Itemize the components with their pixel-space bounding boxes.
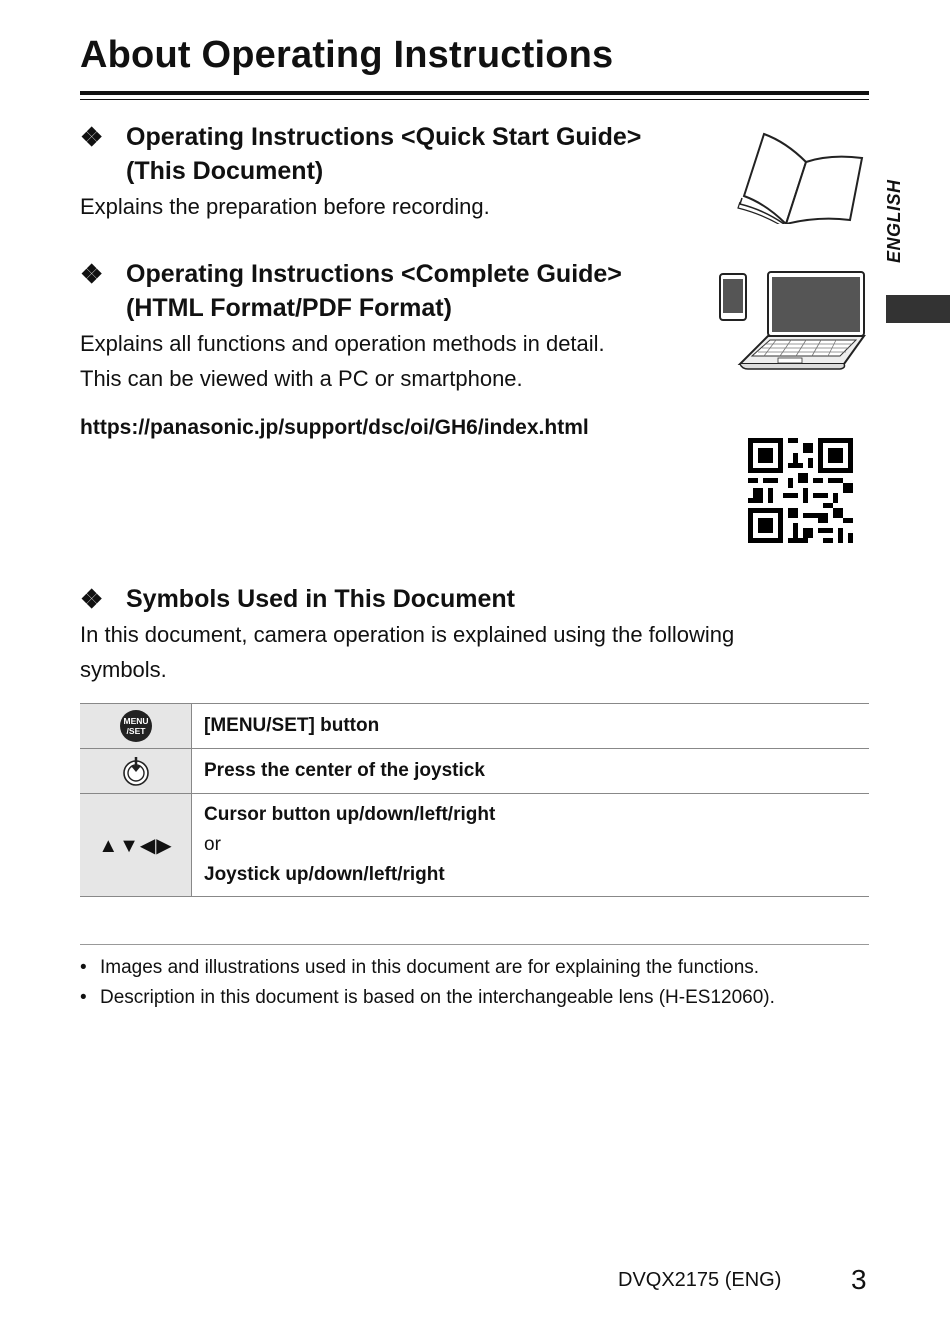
symbols-table (80, 703, 869, 897)
section-symbols-heading: ❖ Symbols Used in This Document (80, 584, 515, 614)
note-item: • Images and illustrations used in this document are for explaining the functions. (80, 957, 760, 978)
table-row (80, 749, 869, 794)
section-bullet-icon: ❖ (80, 259, 104, 289)
qr-code[interactable] (748, 438, 853, 543)
section-quick-start-body: Explains the preparation before recording. (80, 194, 490, 219)
section-complete-guide-body-2: This can be viewed with a PC or smartphone. (80, 366, 523, 391)
section-complete-guide-body-1: Explains all functions and operation methods in detail. (80, 331, 605, 356)
section-symbols-body-2: symbols. (80, 657, 167, 682)
smartphone-laptop-icon (716, 268, 868, 370)
symbol-cell (80, 704, 192, 749)
symbol-description: [MENU/SET] button (192, 704, 870, 749)
page-title: About Operating Instructions (80, 34, 614, 76)
menu-label: MENU (122, 716, 149, 726)
language-tab-label: ENGLISH (884, 179, 904, 263)
section-complete-guide-heading: ❖ Operating Instructions <Complete Guide> (HTML Format/PDF Format) (80, 259, 622, 322)
joystick-press-icon (120, 755, 152, 787)
title-rule-thin (80, 99, 869, 100)
symbol-description: Press the center of the joystick (192, 749, 870, 794)
section-symbols-body-1: In this document, camera operation is explained using the following (80, 622, 735, 647)
note-item: • Description in this document is based on the interchangeable lens (H-ES12060). (80, 987, 775, 1008)
section-bullet-icon: ❖ (80, 584, 104, 614)
document-code: DVQX2175 (ENG) (618, 1269, 782, 1291)
symbol-cell (80, 749, 192, 794)
cursor-arrows-icon: ▲▼◀▶ (80, 794, 192, 897)
menu-set-button-icon (119, 709, 153, 743)
bullet-dot-icon: • (80, 957, 87, 978)
symbol-description: Cursor button up/down/left/right or Joystick up/down/left/right (192, 794, 870, 897)
table-row (80, 794, 869, 897)
set-label: /SET (126, 726, 145, 736)
section-bullet-icon: ❖ (80, 122, 104, 152)
booklet-icon (734, 128, 866, 224)
bullet-dot-icon: • (80, 987, 87, 1008)
language-tab-marker (886, 295, 950, 323)
page-number: 3 (851, 1264, 867, 1295)
notes-divider (80, 944, 869, 945)
section-quick-start-heading: ❖ Operating Instructions <Quick Start Guide> (This Document) (80, 122, 642, 185)
table-row (80, 704, 869, 749)
title-rule (80, 91, 869, 95)
manual-url-link[interactable]: https://panasonic.jp/support/dsc/oi/GH6/index.html (80, 416, 589, 439)
